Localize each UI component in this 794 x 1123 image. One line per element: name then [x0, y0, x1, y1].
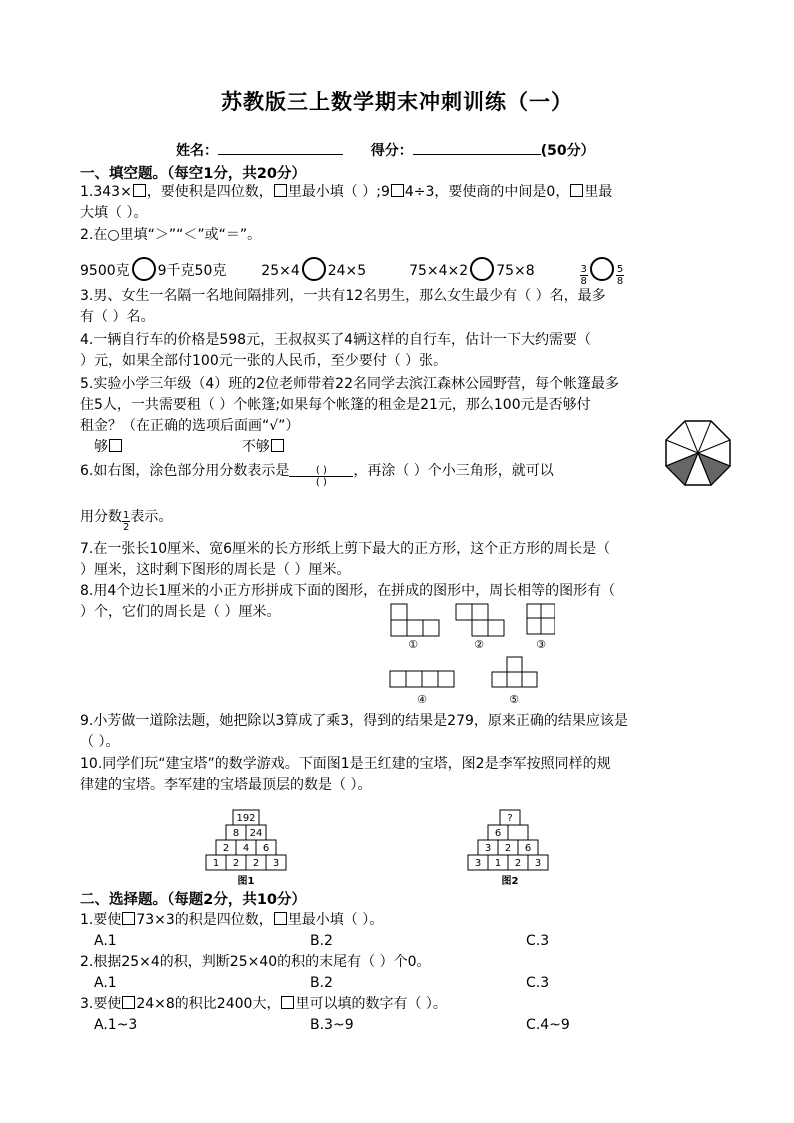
tower1-cell: 2: [222, 843, 230, 854]
tower1-cell: 24: [249, 828, 263, 839]
s2-q2-opt-c[interactable]: C.3: [526, 975, 550, 991]
tower1-cell: 6: [262, 843, 270, 854]
tower2-cell: 6: [494, 828, 502, 839]
square-box: [274, 184, 287, 197]
square-box: [122, 996, 135, 1009]
q5-line1: 5.实验小学三年级（4）班的2位老师带着22名同学去滨江森林公园野营，每个帐篷最多: [80, 376, 619, 392]
q5-line3: 租金？（在正确的选项后面画“√”）: [80, 418, 300, 434]
checkbox-enough[interactable]: [109, 439, 122, 452]
score-label: 得分：: [370, 143, 413, 159]
fraction-5-8: $\frac{5}{8}$: [616, 264, 624, 287]
square-box: [391, 184, 404, 197]
tower1-cell: 4: [242, 843, 250, 854]
compare-circle[interactable]: [590, 257, 614, 281]
compare-circle[interactable]: [302, 257, 326, 281]
tower2-cell: 3: [484, 843, 492, 854]
q5-options: 够 不够: [94, 436, 285, 458]
name-row: [176, 140, 595, 162]
checkbox-not-enough[interactable]: [271, 439, 284, 452]
total-score: (50分）: [540, 143, 595, 159]
square-box: [570, 184, 583, 197]
tower2-cell: ?: [507, 813, 513, 824]
q2-line: 2.在○里填“＞”“＜”或“＝”。: [80, 227, 262, 243]
s2-q1-line: 1.要使 73×3的积是四位数， 里最小填（ ）。: [80, 912, 384, 928]
score-blank[interactable]: [413, 140, 541, 155]
s2-q2-opt-b[interactable]: B.2: [310, 975, 333, 991]
square-box: [133, 184, 146, 197]
tower2-cell: 6: [524, 843, 532, 854]
tower2-cell: 3: [534, 858, 542, 869]
shape-label-2: ②: [474, 638, 484, 651]
q9-line2: （ ）。: [80, 734, 120, 750]
shape-label-1: ①: [408, 638, 418, 651]
q4-line2: ）元，如果全部付100元一张的人民币，至少要付（ ）张。: [80, 353, 448, 369]
q7-line1: 7.在一张长10厘米、宽6厘米的长方形纸上剪下最大的正方形，这个正方形的周长是（: [80, 541, 611, 557]
s2-q2-opt-a[interactable]: A.1: [94, 975, 117, 991]
fraction-1-2: $\frac{1}{2}$: [123, 510, 130, 533]
q8-line2: ）个，它们的周长是（ ）厘米。: [80, 604, 281, 620]
tower1-cell: 1: [212, 858, 220, 869]
square-box: [122, 912, 135, 925]
tower1-cell: 2: [232, 858, 240, 869]
square-box: [281, 996, 294, 1009]
q10-line2: 律建的宝塔。李军建的宝塔最顶层的数是（ ）。: [80, 777, 372, 793]
s2-q1-opt-c[interactable]: C.3: [526, 933, 550, 949]
tower-figure-2: [462, 808, 558, 890]
q4-line1: 4.一辆自行车的价格是598元，王叔叔买了4辆这样的自行车，估计一下大约需要（: [80, 332, 591, 348]
q1-line2: 大填（ ）。: [80, 205, 148, 221]
shape-label-5: ⑤: [509, 693, 519, 706]
tower1-cell: 192: [236, 813, 256, 824]
octagon-figure: [664, 419, 732, 487]
q3-line1: 3.男、女生一名隔一名地间隔排列，一共有12名男生，那么女生最少有（ ）名，最多: [80, 288, 606, 304]
q6-line2: 用分数 $\frac{1}{2}$ 表示。: [80, 509, 173, 533]
answer-fraction[interactable]: $\frac{( )}{( )}$: [289, 465, 353, 488]
q9-line1: 9.小芳做一道除法题，她把除以3算成了乘3，得到的结果是279，原来正确的结果应该是: [80, 713, 628, 729]
name-label: 姓名：: [176, 143, 218, 159]
section2-heading: 二、选择题。（每题2分，共10分）: [80, 892, 307, 908]
s2-q3-opt-b[interactable]: B.3~9: [310, 1017, 354, 1033]
square-box: [274, 912, 287, 925]
tower2-cell: 3: [474, 858, 482, 869]
q3-line2: 有（ ）名。: [80, 309, 155, 325]
page-title: 苏教版三上数学期末冲刺训练（一）: [221, 90, 573, 114]
compare-circle[interactable]: [470, 257, 494, 281]
q7-line2: ）厘米，这时剩下图形的周长是（ ）厘米。: [80, 562, 351, 578]
compare-circle[interactable]: [132, 257, 156, 281]
q1-line1: 1.343× ，要使积是四位数， 里最小填（ ）;9 4÷3，要使商的中间是0， 里最: [80, 184, 613, 200]
name-blank[interactable]: [218, 140, 343, 155]
q6-line1: 6.如右图，涂色部分用分数表示是 $\frac{( )}{( )}$ ，再涂（ ）个小三角形，就可以: [80, 463, 554, 488]
q10-line1: 10.同学们玩“建宝塔”的数学游戏。下面图1是王红建的宝塔，图2是李军按照同样的规: [80, 756, 611, 772]
tower2-cell: 1: [494, 858, 502, 869]
tower1-label: 图1: [237, 876, 255, 887]
q8-shapes: [385, 602, 555, 706]
fraction-3-8: $\frac{3}{8}$: [580, 264, 587, 287]
s2-q3-opt-a[interactable]: A.1~3: [94, 1017, 138, 1033]
tower1-cell: 8: [232, 828, 240, 839]
tower2-label: 图2: [501, 876, 519, 887]
s2-q1-opt-b[interactable]: B.2: [310, 933, 333, 949]
q8-line1: 8.用4个边长1厘米的小正方形拼成下面的图形，在拼成的图形中，周长相等的图形有（: [80, 583, 616, 599]
q2-comparisons: 9500克 9千克50克 25×4 24×5 75×4×2 75×8 $\frac{3}{8}$ $\frac{5}{8}$: [80, 257, 624, 287]
tower-figure-1: [200, 808, 296, 890]
tower2-cell: 2: [514, 858, 522, 869]
s2-q1-opt-a[interactable]: A.1: [94, 933, 117, 949]
tower1-cell: 3: [272, 858, 280, 869]
s2-q3-line: 3.要使 24×8的积比2400大， 里可以填的数字有（ ）。: [80, 996, 447, 1012]
tower2-cell: 2: [504, 843, 512, 854]
shape-label-4: ④: [417, 693, 427, 706]
q5-line2: 住5人，一共需要租（ ）个帐篷;如果每个帐篷的租金是21元，那么100元是否够付: [80, 397, 591, 413]
tower1-cell: 2: [252, 858, 260, 869]
s2-q3-opt-c[interactable]: C.4~9: [526, 1017, 570, 1033]
shape-label-3: ③: [536, 638, 546, 651]
section1-heading: 一、填空题。（每空1分，共20分）: [80, 166, 307, 182]
s2-q2-line: 2.根据25×4的积，判断25×40的积的末尾有（ ）个0。: [80, 954, 431, 970]
